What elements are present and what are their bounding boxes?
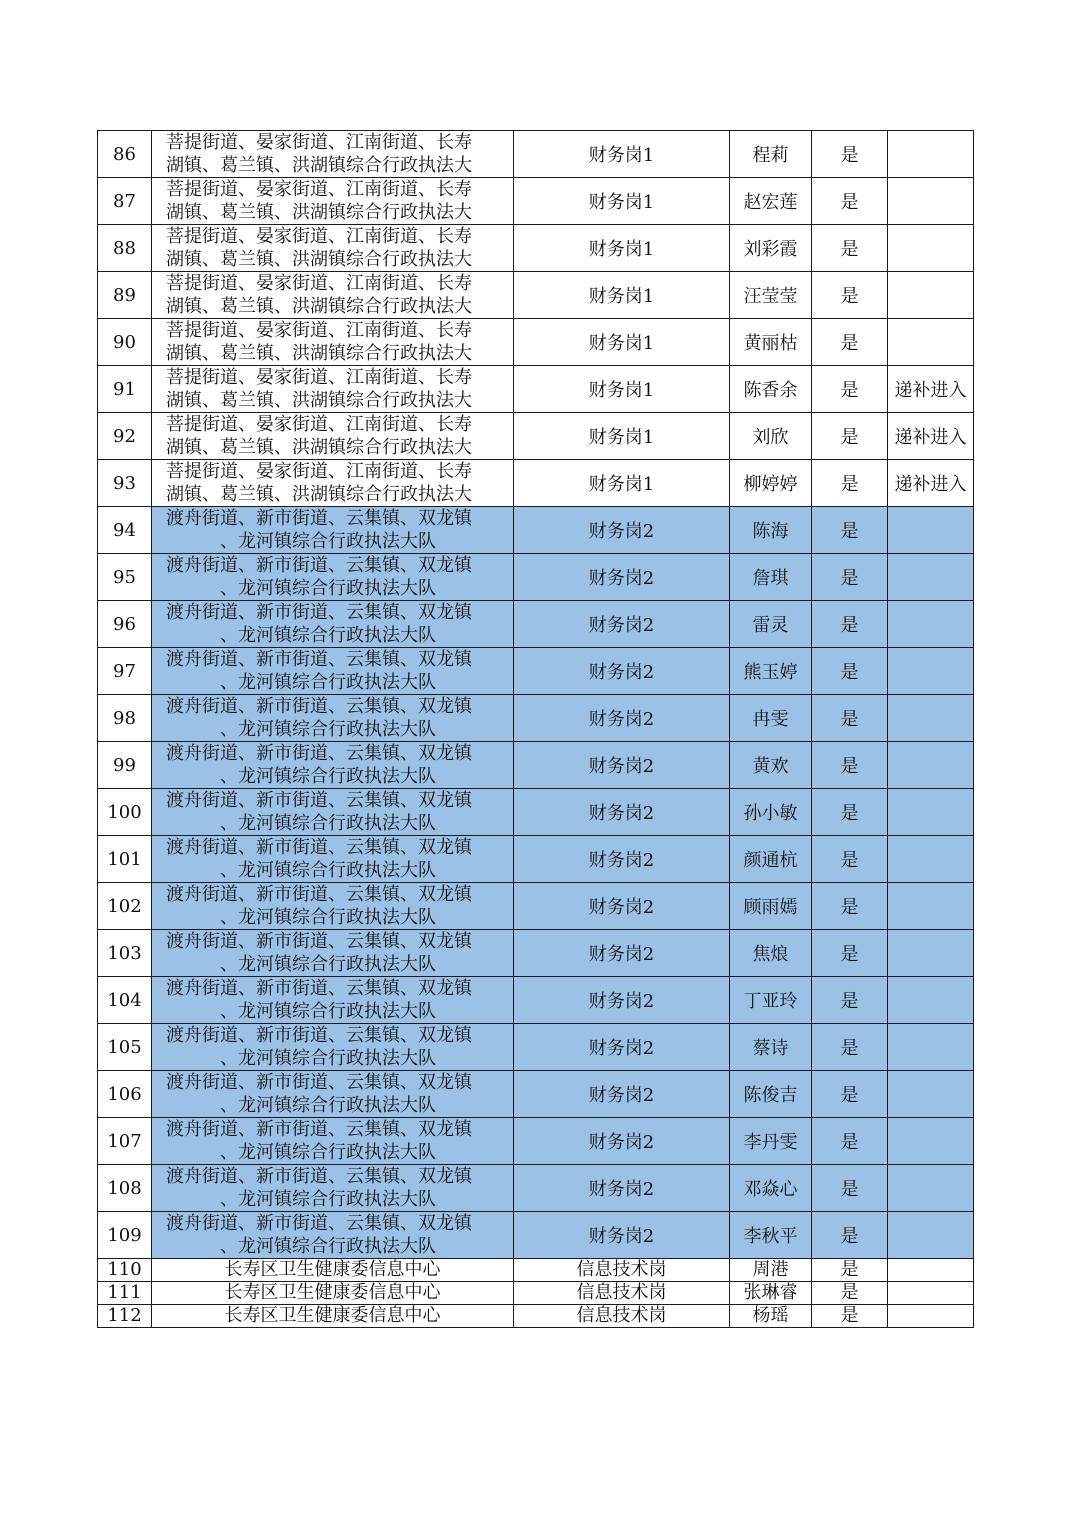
unit-line-2: 、龙河镇综合行政执法大队: [220, 625, 436, 646]
unit-line-2: 湖镇、葛兰镇、洪湖镇综合行政执法大: [166, 202, 472, 223]
name-cell: 李丹雯: [730, 1118, 812, 1165]
post-cell: 财务岗2: [514, 1071, 730, 1118]
unit-line-1: 菩提街道、晏家街道、江南街道、长寿: [166, 273, 472, 294]
note-cell: [888, 1165, 974, 1212]
unit-line-1: 渡舟街道、新市街道、云集镇、双龙镇: [166, 1025, 472, 1046]
post-cell: 财务岗2: [514, 601, 730, 648]
note-cell: [888, 1024, 974, 1071]
table-row: [98, 178, 974, 225]
row-number: 95: [98, 554, 152, 601]
row-number: 102: [98, 883, 152, 930]
name-cell: 孙小敏: [730, 789, 812, 836]
note-cell: [888, 1259, 974, 1282]
table-row: [98, 742, 974, 789]
table-row: [98, 977, 974, 1024]
unit-cell: [152, 977, 514, 1024]
flag-cell: 是: [812, 413, 888, 460]
post-cell: 财务岗2: [514, 977, 730, 1024]
unit-line-1: 菩提街道、晏家街道、江南街道、长寿: [166, 414, 472, 435]
unit-cell: [152, 1071, 514, 1118]
unit-line-2: 、龙河镇综合行政执法大队: [220, 531, 436, 552]
unit-line-1: 菩提街道、晏家街道、江南街道、长寿: [166, 179, 472, 200]
table-row: [98, 789, 974, 836]
unit-cell: [152, 413, 514, 460]
note-cell: [888, 930, 974, 977]
unit-line-2: 、龙河镇综合行政执法大队: [220, 1001, 436, 1022]
post-cell: 财务岗2: [514, 554, 730, 601]
unit-cell: [152, 1165, 514, 1212]
unit-line-1: 渡舟街道、新市街道、云集镇、双龙镇: [166, 790, 472, 811]
table-row: [98, 1212, 974, 1259]
table-row: [98, 1305, 974, 1328]
flag-cell: 是: [812, 1071, 888, 1118]
row-number: 92: [98, 413, 152, 460]
unit-cell: [152, 507, 514, 554]
row-number: 108: [98, 1165, 152, 1212]
unit-line-1: 渡舟街道、新市街道、云集镇、双龙镇: [166, 1166, 472, 1187]
post-cell: 信息技术岗: [514, 1259, 730, 1282]
note-cell: [888, 131, 974, 178]
unit-line-2: 、龙河镇综合行政执法大队: [220, 578, 436, 599]
unit-line-2: 、龙河镇综合行政执法大队: [220, 907, 436, 928]
unit-cell: 长寿区卫生健康委信息中心: [152, 1305, 514, 1328]
unit-line-1: 菩提街道、晏家街道、江南街道、长寿: [166, 226, 472, 247]
post-cell: 财务岗1: [514, 225, 730, 272]
unit-line-2: 湖镇、葛兰镇、洪湖镇综合行政执法大: [166, 390, 472, 411]
unit-line-2: 、龙河镇综合行政执法大队: [220, 1142, 436, 1163]
name-cell: 陈俊吉: [730, 1071, 812, 1118]
unit-cell: [152, 366, 514, 413]
note-cell: [888, 695, 974, 742]
flag-cell: 是: [812, 789, 888, 836]
unit-line-1: 渡舟街道、新市街道、云集镇、双龙镇: [166, 978, 472, 999]
table-row: [98, 930, 974, 977]
flag-cell: 是: [812, 836, 888, 883]
row-number: 104: [98, 977, 152, 1024]
post-cell: 财务岗2: [514, 1118, 730, 1165]
post-cell: 财务岗1: [514, 131, 730, 178]
unit-line-1: 渡舟街道、新市街道、云集镇、双龙镇: [166, 555, 472, 576]
flag-cell: 是: [812, 1212, 888, 1259]
note-cell: [888, 836, 974, 883]
unit-line-2: 湖镇、葛兰镇、洪湖镇综合行政执法大: [166, 437, 472, 458]
unit-line-1: 渡舟街道、新市街道、云集镇、双龙镇: [166, 931, 472, 952]
note-cell: [888, 554, 974, 601]
unit-line-2: 、龙河镇综合行政执法大队: [220, 1236, 436, 1257]
unit-line-1: 渡舟街道、新市街道、云集镇、双龙镇: [166, 649, 472, 670]
table-row: [98, 601, 974, 648]
row-number: 87: [98, 178, 152, 225]
unit-line-1: 渡舟街道、新市街道、云集镇、双龙镇: [166, 508, 472, 529]
table-row: [98, 1165, 974, 1212]
row-number: 110: [98, 1259, 152, 1282]
unit-line-1: 菩提街道、晏家街道、江南街道、长寿: [166, 132, 472, 153]
table-row: [98, 1118, 974, 1165]
name-cell: 汪莹莹: [730, 272, 812, 319]
post-cell: 财务岗2: [514, 1212, 730, 1259]
flag-cell: 是: [812, 366, 888, 413]
flag-cell: 是: [812, 883, 888, 930]
post-cell: 财务岗2: [514, 883, 730, 930]
name-cell: 颜通杭: [730, 836, 812, 883]
flag-cell: 是: [812, 1305, 888, 1328]
name-cell: 丁亚玲: [730, 977, 812, 1024]
post-cell: 财务岗1: [514, 319, 730, 366]
row-number: 111: [98, 1282, 152, 1305]
unit-line-2: 、龙河镇综合行政执法大队: [220, 766, 436, 787]
note-cell: [888, 1282, 974, 1305]
note-cell: [888, 601, 974, 648]
flag-cell: 是: [812, 131, 888, 178]
flag-cell: 是: [812, 1118, 888, 1165]
unit-line-1: 菩提街道、晏家街道、江南街道、长寿: [166, 461, 472, 482]
unit-line-1: 渡舟街道、新市街道、云集镇、双龙镇: [166, 1072, 472, 1093]
unit-line-1: 渡舟街道、新市街道、云集镇、双龙镇: [166, 1213, 472, 1234]
name-cell: 柳婷婷: [730, 460, 812, 507]
note-cell: [888, 1071, 974, 1118]
name-cell: 李秋平: [730, 1212, 812, 1259]
note-cell: [888, 977, 974, 1024]
unit-cell: 长寿区卫生健康委信息中心: [152, 1282, 514, 1305]
unit-line-1: 渡舟街道、新市街道、云集镇、双龙镇: [166, 884, 472, 905]
flag-cell: 是: [812, 1165, 888, 1212]
row-number: 100: [98, 789, 152, 836]
flag-cell: 是: [812, 507, 888, 554]
table-row: [98, 695, 974, 742]
name-cell: 程莉: [730, 131, 812, 178]
unit-line-2: 、龙河镇综合行政执法大队: [220, 1189, 436, 1210]
unit-line-2: 湖镇、葛兰镇、洪湖镇综合行政执法大: [166, 296, 472, 317]
row-number: 90: [98, 319, 152, 366]
post-cell: 财务岗2: [514, 930, 730, 977]
flag-cell: 是: [812, 319, 888, 366]
row-number: 94: [98, 507, 152, 554]
flag-cell: 是: [812, 1024, 888, 1071]
flag-cell: 是: [812, 930, 888, 977]
name-cell: 冉雯: [730, 695, 812, 742]
name-cell: 刘彩霞: [730, 225, 812, 272]
unit-cell: [152, 319, 514, 366]
unit-line-1: 渡舟街道、新市街道、云集镇、双龙镇: [166, 1119, 472, 1140]
unit-line-2: 、龙河镇综合行政执法大队: [220, 1095, 436, 1116]
note-cell: 递补进入: [888, 460, 974, 507]
unit-line-2: 、龙河镇综合行政执法大队: [220, 813, 436, 834]
table-row: [98, 836, 974, 883]
row-number: 109: [98, 1212, 152, 1259]
unit-cell: [152, 178, 514, 225]
unit-line-1: 渡舟街道、新市街道、云集镇、双龙镇: [166, 837, 472, 858]
row-number: 101: [98, 836, 152, 883]
unit-line-2: 湖镇、葛兰镇、洪湖镇综合行政执法大: [166, 249, 472, 270]
note-cell: [888, 272, 974, 319]
unit-line-2: 湖镇、葛兰镇、洪湖镇综合行政执法大: [166, 343, 472, 364]
unit-cell: [152, 930, 514, 977]
note-cell: [888, 648, 974, 695]
post-cell: 财务岗2: [514, 836, 730, 883]
flag-cell: 是: [812, 1259, 888, 1282]
row-number: 88: [98, 225, 152, 272]
note-cell: [888, 225, 974, 272]
row-number: 96: [98, 601, 152, 648]
flag-cell: 是: [812, 554, 888, 601]
unit-line-2: 湖镇、葛兰镇、洪湖镇综合行政执法大: [166, 155, 472, 176]
unit-cell: 长寿区卫生健康委信息中心: [152, 1259, 514, 1282]
note-cell: [888, 178, 974, 225]
unit-cell: [152, 225, 514, 272]
post-cell: 信息技术岗: [514, 1282, 730, 1305]
unit-line-1: 菩提街道、晏家街道、江南街道、长寿: [166, 320, 472, 341]
post-cell: 财务岗2: [514, 789, 730, 836]
row-number: 86: [98, 131, 152, 178]
table-row: [98, 1282, 974, 1305]
flag-cell: 是: [812, 601, 888, 648]
table-row: [98, 413, 974, 460]
table-row: [98, 366, 974, 413]
name-cell: 熊玉婷: [730, 648, 812, 695]
flag-cell: 是: [812, 648, 888, 695]
row-number: 97: [98, 648, 152, 695]
unit-cell: [152, 601, 514, 648]
note-cell: [888, 1305, 974, 1328]
note-cell: [888, 789, 974, 836]
table-row: [98, 554, 974, 601]
flag-cell: 是: [812, 460, 888, 507]
row-number: 91: [98, 366, 152, 413]
unit-cell: [152, 648, 514, 695]
table-row: [98, 1071, 974, 1118]
post-cell: 财务岗1: [514, 366, 730, 413]
post-cell: 财务岗2: [514, 742, 730, 789]
row-number: 103: [98, 930, 152, 977]
post-cell: 财务岗1: [514, 460, 730, 507]
unit-line-2: 、龙河镇综合行政执法大队: [220, 719, 436, 740]
unit-cell: [152, 1212, 514, 1259]
unit-line-2: 、龙河镇综合行政执法大队: [220, 954, 436, 975]
name-cell: 顾雨嫣: [730, 883, 812, 930]
name-cell: 陈海: [730, 507, 812, 554]
name-cell: 黄欢: [730, 742, 812, 789]
unit-cell: [152, 1024, 514, 1071]
unit-line-1: 渡舟街道、新市街道、云集镇、双龙镇: [166, 743, 472, 764]
unit-line-1: 菩提街道、晏家街道、江南街道、长寿: [166, 367, 472, 388]
table-row: [98, 507, 974, 554]
flag-cell: 是: [812, 1282, 888, 1305]
flag-cell: 是: [812, 178, 888, 225]
note-cell: [888, 742, 974, 789]
unit-line-2: 、龙河镇综合行政执法大队: [220, 860, 436, 881]
table-row: [98, 225, 974, 272]
unit-line-1: 渡舟街道、新市街道、云集镇、双龙镇: [166, 696, 472, 717]
row-number: 107: [98, 1118, 152, 1165]
name-cell: 周港: [730, 1259, 812, 1282]
table-row: [98, 131, 974, 178]
unit-cell: [152, 836, 514, 883]
unit-line-2: 、龙河镇综合行政执法大队: [220, 672, 436, 693]
row-number: 93: [98, 460, 152, 507]
table-row: [98, 648, 974, 695]
unit-cell: [152, 789, 514, 836]
note-cell: [888, 319, 974, 366]
name-cell: 焦烺: [730, 930, 812, 977]
flag-cell: 是: [812, 225, 888, 272]
unit-cell: [152, 460, 514, 507]
unit-line-2: 、龙河镇综合行政执法大队: [220, 1048, 436, 1069]
unit-line-2: 湖镇、葛兰镇、洪湖镇综合行政执法大: [166, 484, 472, 505]
name-cell: 黄丽枯: [730, 319, 812, 366]
post-cell: 信息技术岗: [514, 1305, 730, 1328]
post-cell: 财务岗2: [514, 648, 730, 695]
unit-cell: [152, 554, 514, 601]
results-table: [97, 130, 974, 1328]
unit-cell: [152, 742, 514, 789]
note-cell: 递补进入: [888, 366, 974, 413]
unit-line-1: 渡舟街道、新市街道、云集镇、双龙镇: [166, 602, 472, 623]
name-cell: 詹琪: [730, 554, 812, 601]
post-cell: 财务岗2: [514, 1165, 730, 1212]
table-row: [98, 460, 974, 507]
name-cell: 雷灵: [730, 601, 812, 648]
flag-cell: 是: [812, 272, 888, 319]
unit-cell: [152, 272, 514, 319]
row-number: 99: [98, 742, 152, 789]
name-cell: 杨瑶: [730, 1305, 812, 1328]
table-row: [98, 1024, 974, 1071]
flag-cell: 是: [812, 695, 888, 742]
note-cell: [888, 1118, 974, 1165]
note-cell: 递补进入: [888, 413, 974, 460]
unit-cell: [152, 883, 514, 930]
post-cell: 财务岗2: [514, 1024, 730, 1071]
flag-cell: 是: [812, 977, 888, 1024]
name-cell: 蔡诗: [730, 1024, 812, 1071]
name-cell: 赵宏莲: [730, 178, 812, 225]
post-cell: 财务岗1: [514, 272, 730, 319]
table-row: [98, 883, 974, 930]
row-number: 89: [98, 272, 152, 319]
table-row: [98, 272, 974, 319]
row-number: 112: [98, 1305, 152, 1328]
row-number: 105: [98, 1024, 152, 1071]
table-body: [98, 131, 974, 1328]
name-cell: 陈香余: [730, 366, 812, 413]
row-number: 106: [98, 1071, 152, 1118]
note-cell: [888, 883, 974, 930]
unit-cell: [152, 131, 514, 178]
unit-cell: [152, 1118, 514, 1165]
flag-cell: 是: [812, 742, 888, 789]
name-cell: 张琳睿: [730, 1282, 812, 1305]
post-cell: 财务岗2: [514, 507, 730, 554]
table-row: [98, 1259, 974, 1282]
post-cell: 财务岗1: [514, 413, 730, 460]
table-row: [98, 319, 974, 366]
row-number: 98: [98, 695, 152, 742]
note-cell: [888, 1212, 974, 1259]
post-cell: 财务岗1: [514, 178, 730, 225]
post-cell: 财务岗2: [514, 695, 730, 742]
name-cell: 邓焱心: [730, 1165, 812, 1212]
unit-cell: [152, 695, 514, 742]
name-cell: 刘欣: [730, 413, 812, 460]
note-cell: [888, 507, 974, 554]
